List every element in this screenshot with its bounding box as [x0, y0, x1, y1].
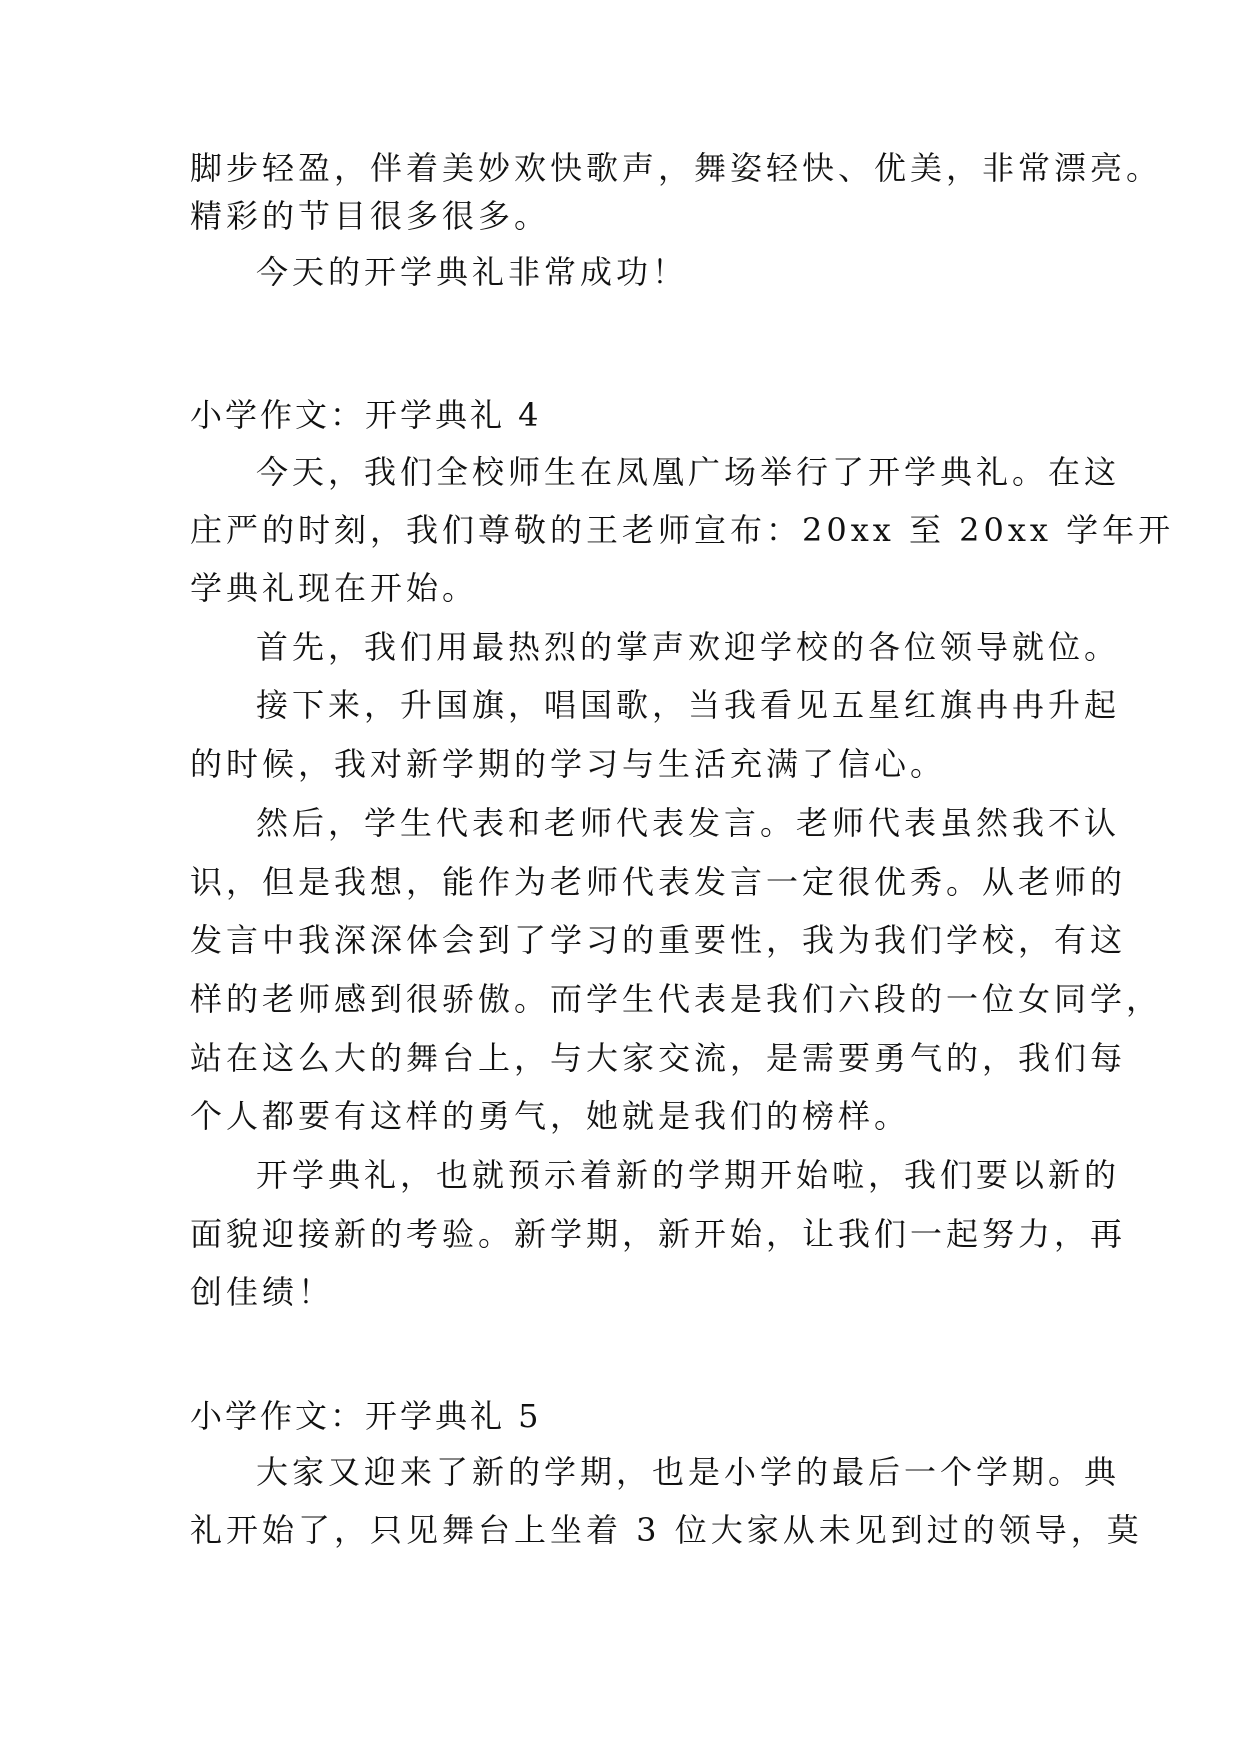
paragraph-line: 首先，我们用最热烈的掌声欢迎学校的各位领导就位。 [256, 628, 1121, 666]
section-heading: 小学作文：开学典礼 4 [190, 396, 542, 434]
paragraph-line: 今天的开学典礼非常成功！ [256, 253, 689, 291]
paragraph-line: 识，但是我想，能作为老师代表发言一定很优秀。从老师的 [190, 863, 1127, 901]
paragraph-line: 样的老师感到很骄傲。而学生代表是我们六段的一位女同学， [190, 980, 1163, 1018]
paragraph-line: 的时候，我对新学期的学习与生活充满了信心。 [190, 745, 947, 783]
paragraph-line: 脚步轻盈，伴着美妙欢快歌声，舞姿轻快、优美，非常漂亮。 [190, 149, 1163, 187]
paragraph-line: 礼开始了，只见舞台上坐着 3 位大家从未见到过的领导，莫 [190, 1511, 1143, 1549]
paragraph-line: 庄严的时刻，我们尊敬的王老师宣布：20xx 至 20xx 学年开 [190, 511, 1175, 549]
paragraph-line: 开学典礼，也就预示着新的学期开始啦，我们要以新的 [256, 1156, 1121, 1194]
paragraph-line: 发言中我深深体会到了学习的重要性，我为我们学校，有这 [190, 921, 1127, 959]
paragraph-line: 今天，我们全校师生在凤凰广场举行了开学典礼。在这 [256, 453, 1121, 491]
paragraph-line: 接下来，升国旗，唱国歌，当我看见五星红旗冉冉升起 [256, 686, 1121, 724]
paragraph-line: 精彩的节目很多很多。 [190, 197, 551, 235]
paragraph-line: 大家又迎来了新的学期，也是小学的最后一个学期。典 [256, 1453, 1121, 1491]
paragraph-line: 学典礼现在开始。 [190, 569, 479, 607]
paragraph-line: 面貌迎接新的考验。新学期，新开始，让我们一起努力，再 [190, 1215, 1127, 1253]
paragraph-line: 站在这么大的舞台上，与大家交流，是需要勇气的，我们每 [190, 1039, 1127, 1077]
section-heading: 小学作文：开学典礼 5 [190, 1397, 542, 1435]
paragraph-line: 创佳绩！ [190, 1273, 335, 1311]
paragraph-line: 个人都要有这样的勇气，她就是我们的榜样。 [190, 1097, 911, 1135]
paragraph-line: 然后，学生代表和老师代表发言。老师代表虽然我不认 [256, 804, 1121, 842]
